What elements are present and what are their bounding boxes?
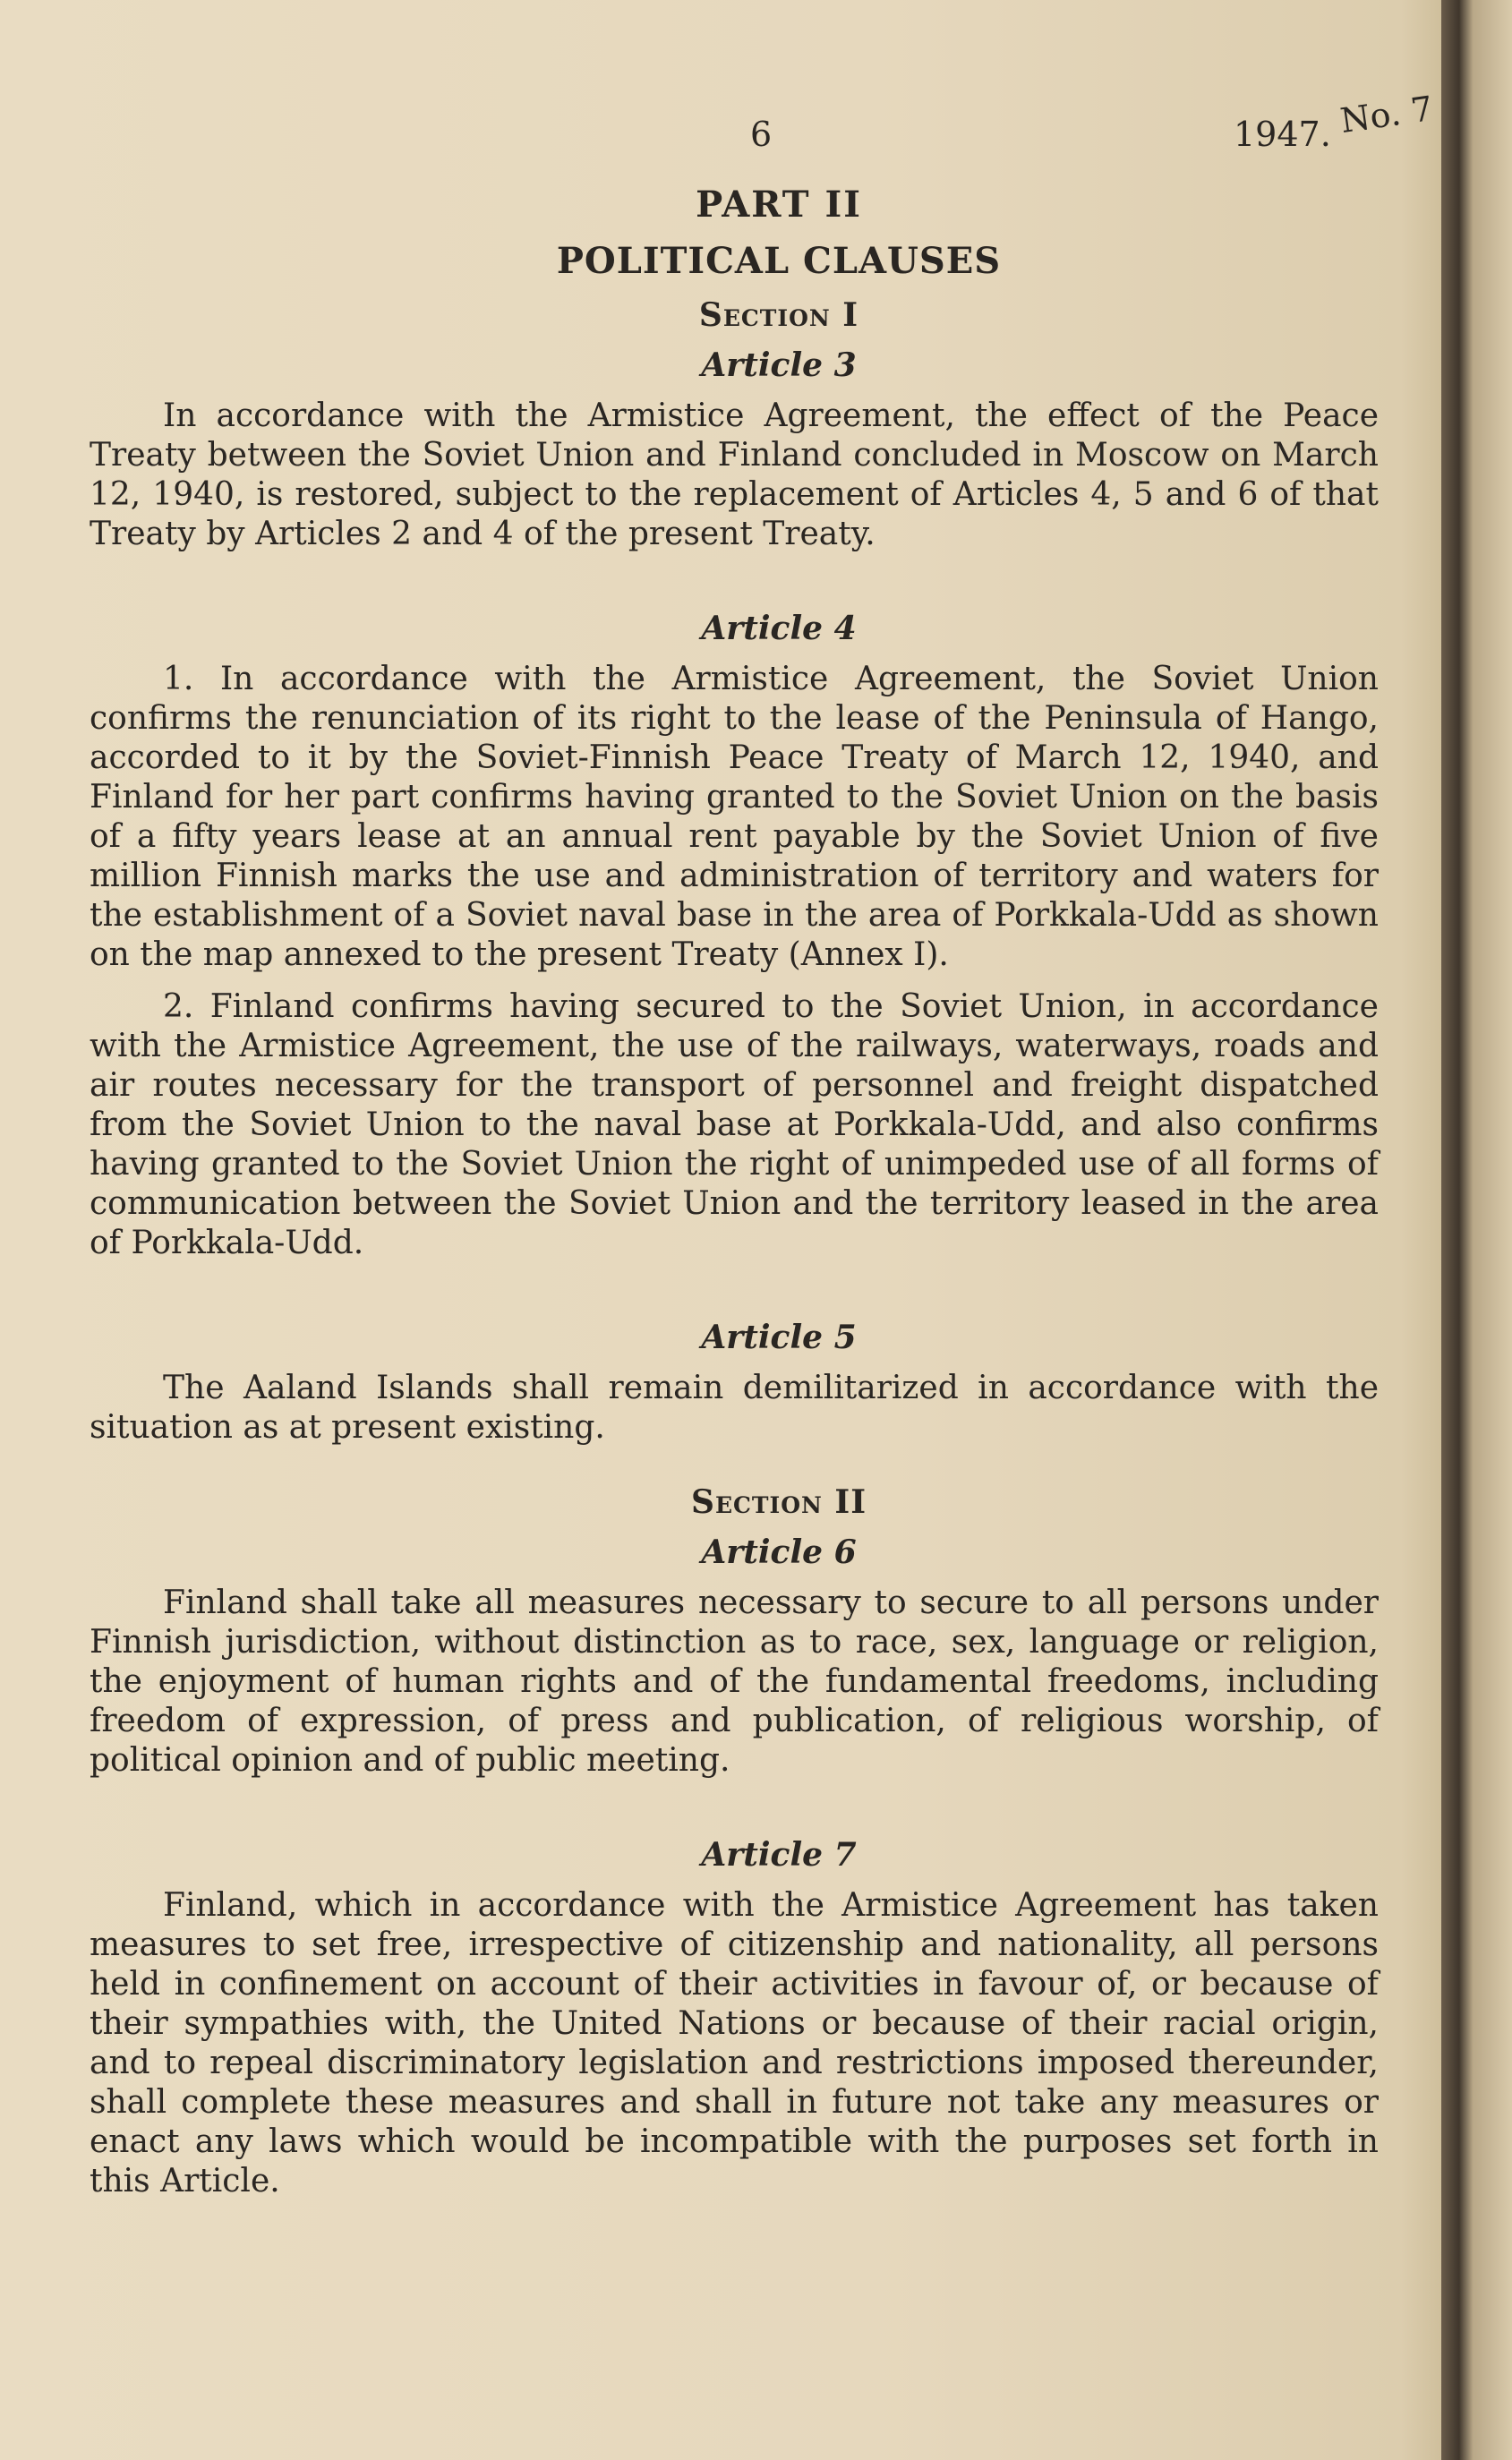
section-title-1: Section I — [698, 296, 859, 334]
article-6-title: Article 6 — [701, 1533, 857, 1571]
article-6-text: Finland shall take all measures necessary to secure to all persons under Finnish jurisdiction, without distinction as to race, sex, language or religion, the enjoyment of human rights and of the fundamental freedoms, including freedom of expression, of press and publication, of religious worship, of political opinion and of public meeting. — [90, 1584, 1379, 1779]
article-7-text: Finland, which in accordance with the Armistice Agreement has taken measures to set free, irrespective of citizenship and nationality, all persons held in confinement on account of their activities in favour of, or because of their sympathies with, the United Nations or because of their racial origin, and to repeal discriminatory legislation and restrictions imposed thereunder, shall complete these measures and shall in future not take any measures or enact any laws which would be incompatible with the purposes set forth in this Article. — [90, 1887, 1379, 2199]
part-subtitle: POLITICAL CLAUSES — [556, 240, 1002, 282]
article-5-title: Article 5 — [701, 1319, 857, 1356]
section-title-2: Section II — [690, 1483, 867, 1521]
page-number: 6 — [750, 115, 773, 154]
article-3-text: In accordance with the Armistice Agreement, the effect of the Peace Treaty between the Soviet Union and Finland concluded in Moscow on March 12, 1940, is restored, subject to the replacement of Articles 4, 5 and 6 of that Treaty by Articles 2 and 4 of the present Treaty. — [90, 397, 1379, 552]
book-gutter — [1441, 0, 1512, 2460]
article-4-paragraph-1: 1. In accordance with the Armistice Agreement, the Soviet Union confirms the renunciation of its right to the lease of the Peninsula of Hango, accorded to it by the Soviet-Finnish Peace Treaty of March 12, 1940, and Finland for her part confirms having granted to the Soviet Union on the basis of a fifty years lease at an annual rent payable by the Soviet Union of five million Finnish marks the use and administration of territory and waters for the establishment of a Soviet naval base in the area of Porkkala-Udd as shown on the map annexed to the present Treaty (Annex I). — [90, 661, 1379, 973]
publication-year: 1947. — [1234, 115, 1331, 154]
document-number: No. 7 — [1337, 88, 1436, 141]
article-5-text: The Aaland Islands shall remain demilitarized in accordance with the situation as at present existing. — [90, 1370, 1379, 1446]
article-3-title: Article 3 — [701, 346, 857, 384]
page-header — [0, 88, 1459, 168]
article-7-title: Article 7 — [701, 1836, 857, 1874]
article-4-paragraph-2: 2. Finland confirms having secured to the Soviet Union, in accordance with the Armistice Agreement, the use of the railways, waterways, roads and air routes necessary for the transport of personnel and freight dispatched from the Soviet Union to the naval base at Porkkala-Udd, and also confirms having granted to the Soviet Union the right of unimpeded use of all forms of communication between the Soviet Union and the territory leased in the area of Porkkala-Udd. — [90, 988, 1379, 1261]
part-title: PART II — [696, 184, 862, 226]
treaty-text — [90, 184, 1405, 2201]
article-4-title: Article 4 — [701, 610, 857, 647]
